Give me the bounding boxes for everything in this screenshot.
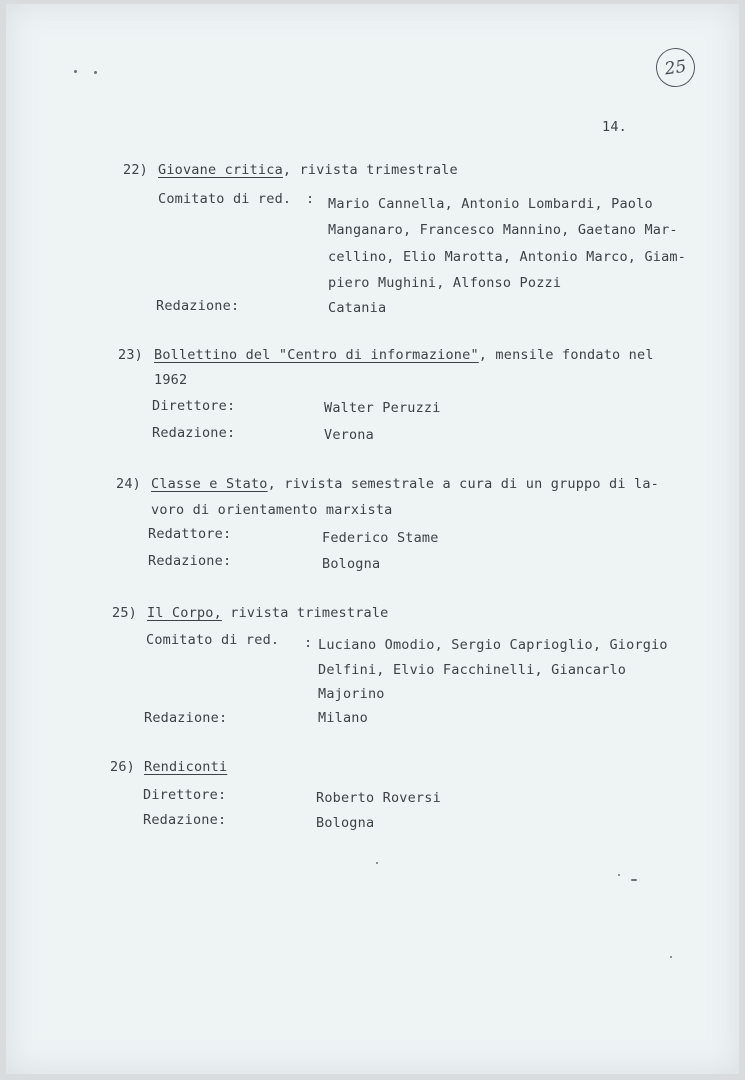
entry-description: , rivista semestrale a cura di un gruppo di la- — [267, 476, 659, 492]
entry-number: 26) — [110, 759, 135, 775]
field-separator: : — [304, 635, 313, 651]
entry-title: Classe e Stato — [151, 476, 268, 492]
entry-title: Bollettino del "Centro di informazione" — [154, 347, 479, 363]
scan-speck — [618, 874, 620, 876]
entry-description: rivista trimestrale — [221, 605, 389, 621]
field-label: Redattore: — [148, 526, 232, 542]
field-label: Redazione: — [143, 812, 227, 828]
field-value: Mario Cannella, Antonio Lombardi, Paolo — [328, 196, 653, 212]
document-page — [6, 4, 739, 1074]
entry-heading — [147, 605, 389, 621]
entry-number: 25) — [112, 605, 137, 621]
scan-speck — [670, 956, 672, 958]
field-value: Luciano Omodio, Sergio Caprioglio, Giorgio — [318, 637, 668, 653]
field-value: Majorino — [318, 686, 385, 702]
entry-description-continued: voro di orientamento marxista — [151, 502, 393, 518]
field-value: Walter Peruzzi — [324, 400, 441, 416]
entry-heading — [158, 162, 458, 178]
page-number: 14. — [602, 119, 627, 135]
entry-description-continued: 1962 — [154, 372, 188, 388]
field-value: Milano — [318, 710, 368, 726]
entry-number: 23) — [118, 347, 143, 363]
field-label: Redazione: — [148, 553, 232, 569]
field-value: cellino, Elio Marotta, Antonio Marco, Giam- — [328, 249, 687, 265]
field-label: Direttore: — [152, 398, 236, 414]
entry-heading — [144, 759, 227, 775]
scan-speck — [376, 862, 378, 864]
entry-title: Rendiconti — [144, 759, 228, 775]
field-value: Bologna — [322, 556, 381, 572]
field-value: Bologna — [316, 815, 375, 831]
scan-speck — [94, 71, 97, 74]
field-value: Catania — [328, 300, 387, 316]
entry-number: 22) — [123, 162, 148, 178]
entry-heading — [151, 476, 659, 492]
entry-heading — [154, 347, 654, 363]
field-value: Roberto Roversi — [316, 790, 441, 806]
field-label: Comitato di red. — [146, 632, 280, 648]
field-value: Delfini, Elvio Facchinelli, Giancarlo — [318, 662, 627, 678]
scan-speck — [631, 879, 637, 881]
field-value: piero Mughini, Alfonso Pozzi — [328, 275, 562, 291]
entry-title: Il Corpo, — [147, 605, 222, 621]
field-label: Redazione: — [152, 425, 236, 441]
entry-description: , mensile fondato nel — [478, 347, 654, 363]
entry-description: , rivista trimestrale — [282, 162, 458, 178]
scan-speck — [74, 70, 77, 73]
field-label: Direttore: — [143, 787, 227, 803]
entry-number: 24) — [116, 476, 141, 492]
field-label: Redazione: — [156, 298, 240, 314]
field-separator: : — [306, 191, 315, 207]
field-label: Comitato di red. — [158, 191, 292, 207]
field-value: Manganaro, Francesco Mannino, Gaetano Mar- — [328, 222, 678, 238]
field-label: Redazione: — [144, 710, 228, 726]
stamp-number: 25 — [663, 56, 688, 79]
field-value: Federico Stame — [322, 530, 439, 546]
entry-title: Giovane critica — [158, 162, 283, 178]
handwritten-page-stamp — [653, 45, 697, 89]
field-value: Verona — [324, 427, 374, 443]
